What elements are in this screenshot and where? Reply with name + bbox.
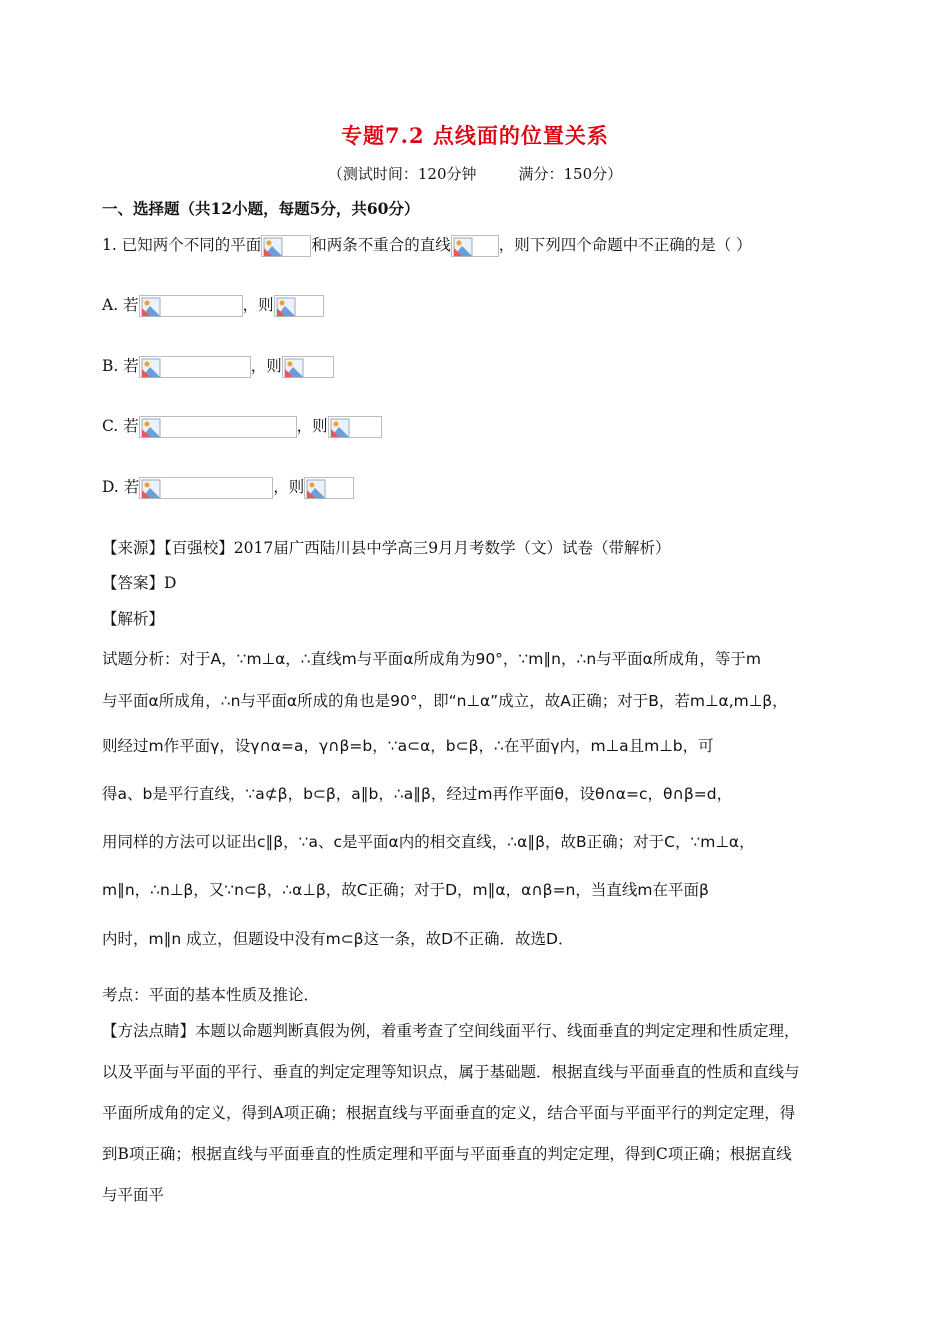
option-a bbox=[102, 293, 324, 317]
option-label: A. 若 bbox=[102, 296, 139, 314]
method-line: 以及平面与平面的平行、垂直的判定定理等知识点，属于基础题．根据直线与平面垂直的性质和直线与 bbox=[102, 1063, 800, 1081]
option-then: ，则 bbox=[296, 417, 328, 435]
analysis-line: 用同样的方法可以证出c∥β，∵a、c是平面α内的相交直线，∴α∥β，故B正确；对于C，∵m⊥α， bbox=[102, 833, 755, 851]
broken-image-icon bbox=[139, 295, 243, 317]
option-label: D. 若 bbox=[102, 478, 140, 496]
option-c bbox=[102, 414, 382, 438]
test-time: （测试时间：120分钟 bbox=[327, 165, 477, 183]
analysis-line: m∥n，∴n⊥β，又∵n⊂β，∴α⊥β，故C正确；对于D，m∥α，α∩β=n，当直线m在平面β bbox=[102, 881, 709, 899]
option-then: ，则 bbox=[250, 357, 282, 375]
option-label: C. 若 bbox=[102, 417, 139, 435]
broken-image-icon bbox=[451, 235, 499, 257]
analysis-line: 与平面α所成角，∴n与平面α所成的角也是90°，即“n⊥α”成立，故A正确；对于B，若m⊥α,m⊥β， bbox=[102, 692, 788, 710]
kaodian-line: 考点：平面的基本性质及推论． bbox=[102, 986, 320, 1004]
method-line: 与平面平 bbox=[102, 1186, 165, 1204]
analysis-line: 则经过m作平面γ，设γ∩α=a，γ∩β=b，∵a⊂α，b⊂β，∴在平面γ内，m⊥a且m⊥b，可 bbox=[102, 737, 714, 755]
broken-image-icon bbox=[304, 477, 354, 499]
method-line: 【方法点睛】本题以命题判断真假为例，着重考查了空间线面平行、线面垂直的判定定理和性质定理， bbox=[102, 1022, 800, 1040]
section-heading: 一、选择题（共12小题，每题5分，共60分） bbox=[102, 199, 420, 218]
analysis-line: 内时，m∥n 成立，但题设中没有m⊂β这一条，故D不正确．故选D． bbox=[102, 930, 574, 948]
question-text-2: 和两条不重合的直线 bbox=[311, 236, 451, 254]
test-score: 满分：150分） bbox=[518, 165, 623, 183]
option-d bbox=[102, 475, 354, 499]
broken-image-icon bbox=[282, 356, 334, 378]
question-text-1: 1. 已知两个不同的平面 bbox=[102, 236, 262, 254]
page-title: 专题7.2 点线面的位置关系 bbox=[341, 123, 609, 148]
analysis-line: 得a、b是平行直线，∵a⊄β，b⊂β，a∥b，∴a∥β，经过m再作平面θ，设θ∩α=c，θ∩β=d， bbox=[102, 785, 733, 803]
option-then: ，则 bbox=[242, 296, 274, 314]
question-1 bbox=[102, 233, 752, 257]
analysis-line: 试题分析：对于A，∵m⊥α，∴直线m与平面α所成角为90°，∵m∥n，∴n与平面α所成角，等于m bbox=[102, 650, 761, 668]
broken-image-icon bbox=[139, 477, 273, 499]
broken-image-icon bbox=[328, 416, 382, 438]
option-then: ，则 bbox=[273, 478, 305, 496]
test-info bbox=[0, 163, 950, 184]
broken-image-icon bbox=[261, 235, 311, 257]
broken-image-icon bbox=[274, 295, 324, 317]
answer-line: 【答案】D bbox=[102, 574, 177, 592]
question-text-3: ，则下列四个命题中不正确的是（ ） bbox=[498, 236, 752, 254]
broken-image-icon bbox=[139, 416, 297, 438]
option-label: B. 若 bbox=[102, 357, 139, 375]
method-line: 平面所成角的定义，得到A项正确；根据直线与平面垂直的定义，结合平面与平面平行的判定定理，得 bbox=[102, 1104, 796, 1122]
broken-image-icon bbox=[139, 356, 251, 378]
option-b bbox=[102, 354, 334, 378]
method-line: 到B项正确；根据直线与平面垂直的性质定理和平面与平面垂直的判定定理，得到C项正确；根据直线 bbox=[102, 1145, 792, 1163]
analysis-heading: 【解析】 bbox=[102, 610, 165, 628]
source-line: 【来源】【百强校】2017届广西陆川县中学高三9月月考数学（文）试卷（带解析） bbox=[102, 539, 671, 557]
